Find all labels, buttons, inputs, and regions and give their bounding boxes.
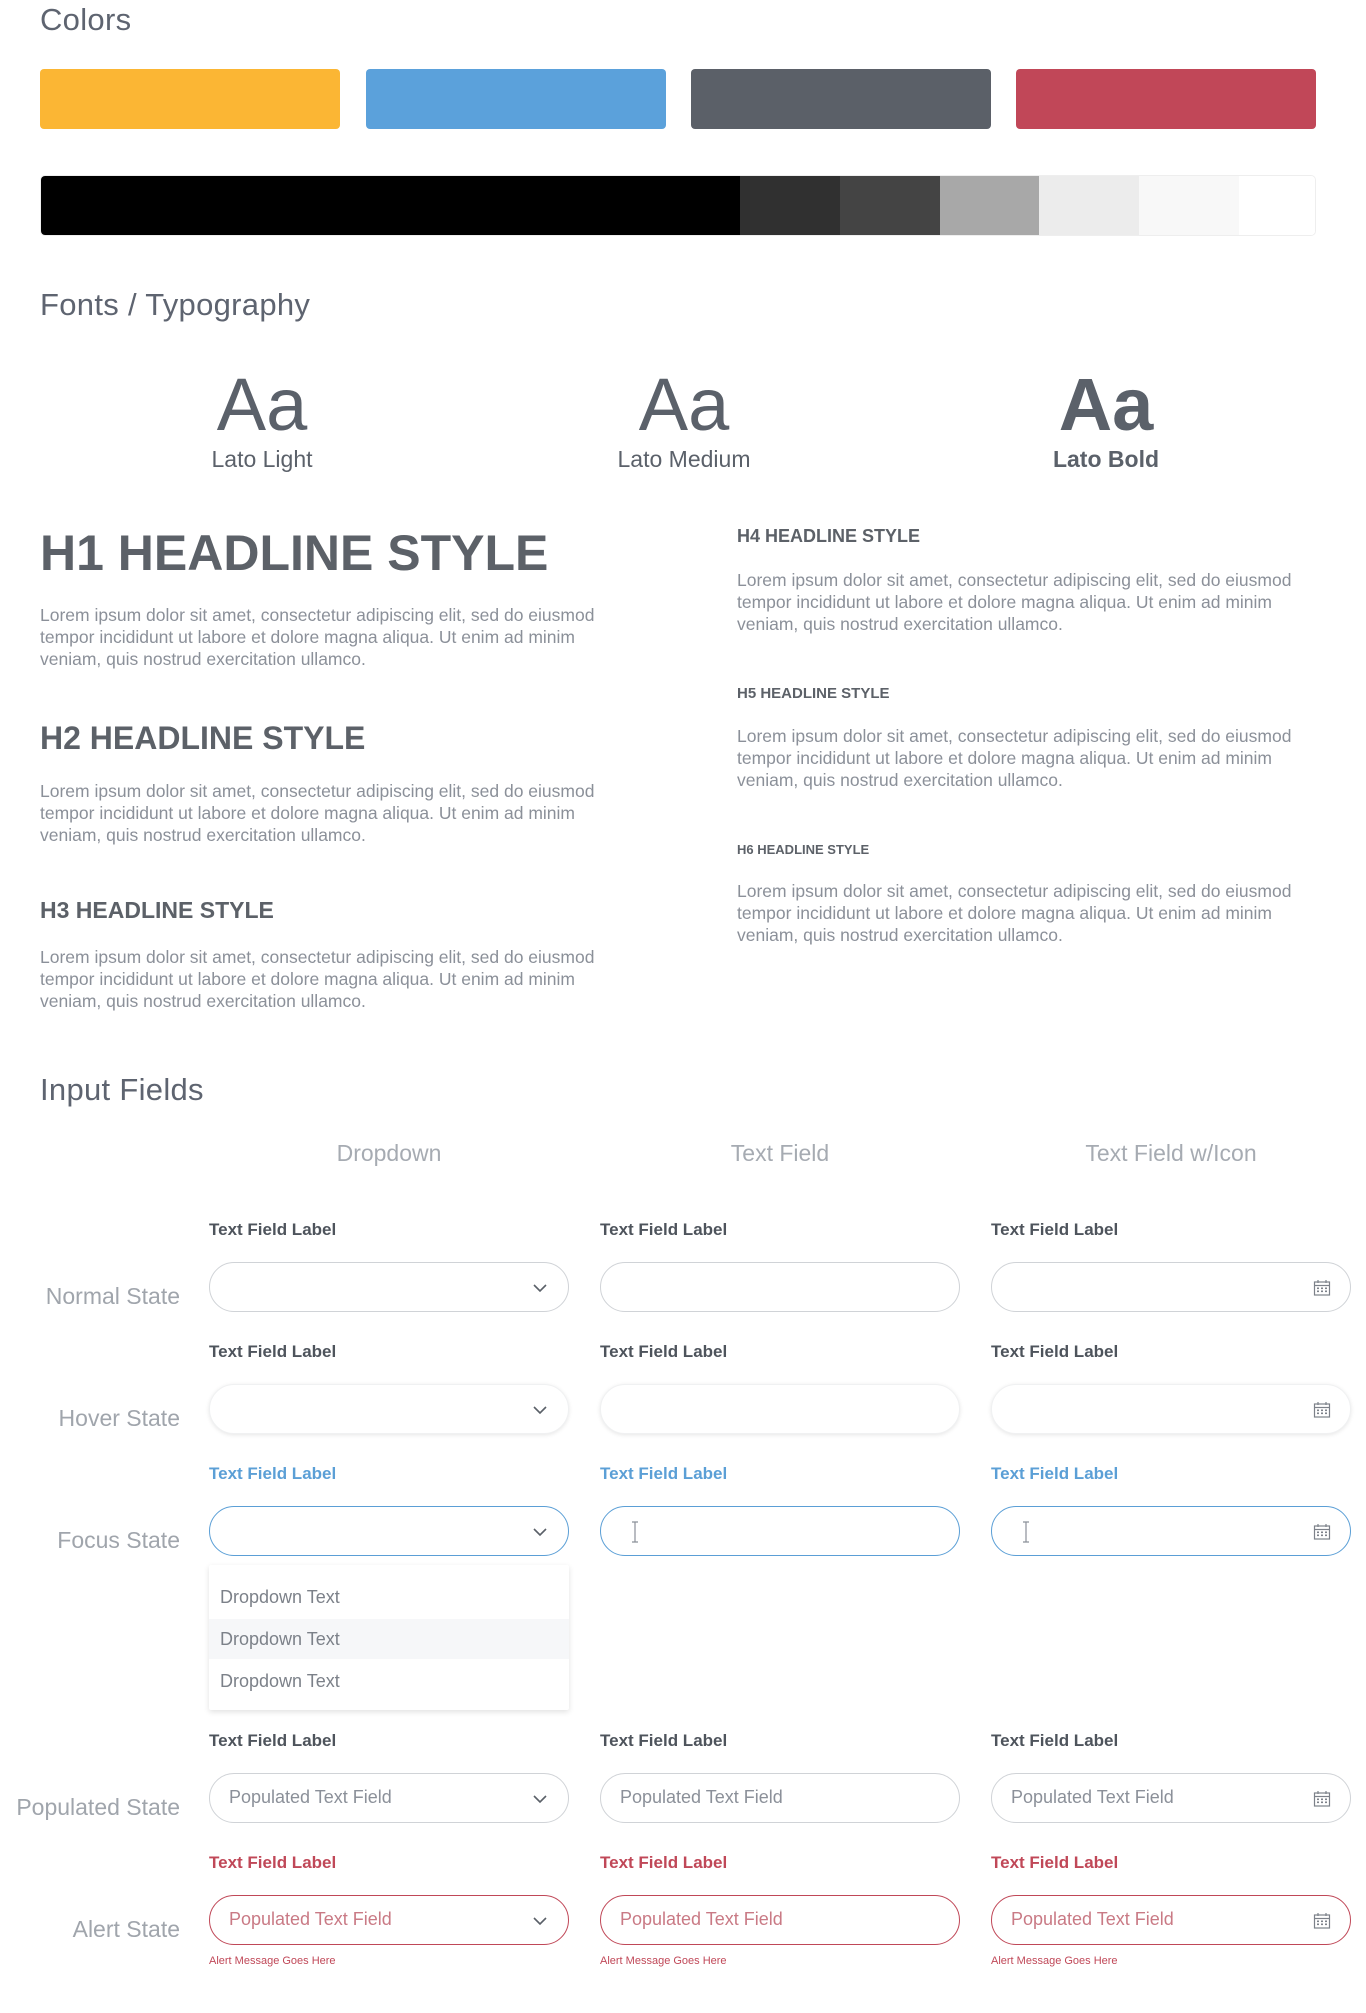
chevron-down-icon: [530, 1789, 550, 1809]
normal-dropdown[interactable]: [209, 1262, 569, 1312]
normal-icon-field-label: Text Field Label: [991, 1220, 1119, 1239]
calendar-icon[interactable]: [1312, 1522, 1332, 1542]
h6-body-text: Lorem ipsum dolor sit amet, consectetur adipiscing elit, sed do eiusmod tempor incididunt ut labore et dolore magna aliqua. Ut enim ad minim veniam, quis nostrud exercitation ullamco.: [737, 881, 1292, 945]
calendar-icon[interactable]: [1312, 1400, 1332, 1420]
state-label-hover: Hover State: [58, 1405, 180, 1431]
hover-icon-field-label: Text Field Label: [991, 1342, 1119, 1361]
focus-dropdown[interactable]: [209, 1506, 569, 1556]
text-cursor-icon: [1020, 1520, 1032, 1544]
alert-text-field-message: Alert Message Goes Here: [600, 1955, 727, 1967]
column-header-text-field: Text Field: [730, 1140, 830, 1166]
color-swatch-blue: [366, 69, 666, 129]
h2-headline: H2 HEADLINE STYLE: [40, 720, 366, 756]
populated-dropdown-value: Populated Text Field: [229, 1787, 392, 1807]
gray-swatch-1: [41, 176, 740, 235]
dropdown-option[interactable]: Dropdown Text: [220, 1587, 340, 1607]
populated-text-field-label: Text Field Label: [600, 1731, 728, 1750]
hover-dropdown-label: Text Field Label: [209, 1342, 337, 1361]
column-header-text-field-icon: Text Field w/Icon: [1085, 1140, 1257, 1166]
normal-text-field[interactable]: [600, 1262, 960, 1312]
normal-icon-text-field[interactable]: [991, 1262, 1351, 1312]
h2-body-text: Lorem ipsum dolor sit amet, consectetur adipiscing elit, sed do eiusmod tempor incididunt ut labore et dolore magna aliqua. Ut enim ad minim veniam, quis nostrud exercitation ullamco.: [40, 781, 595, 845]
calendar-icon[interactable]: [1312, 1789, 1332, 1809]
h6-headline: H6 HEADLINE STYLE: [737, 842, 870, 857]
populated-text-field-value: Populated Text Field: [620, 1787, 783, 1807]
h3-headline: H3 HEADLINE STYLE: [40, 897, 274, 923]
h5-body-text: Lorem ipsum dolor sit amet, consectetur adipiscing elit, sed do eiusmod tempor incididunt ut labore et dolore magna aliqua. Ut enim ad minim veniam, quis nostrud exercitation ullamco.: [737, 726, 1292, 790]
h3-body-text: Lorem ipsum dolor sit amet, consectetur adipiscing elit, sed do eiusmod tempor incididunt ut labore et dolore magna aliqua. Ut enim ad minim veniam, quis nostrud exercitation ullamco.: [40, 947, 595, 1011]
font-sample-bold-glyph: Aa: [1058, 363, 1154, 446]
dropdown-option[interactable]: Dropdown Text: [220, 1671, 340, 1691]
hover-text-field-label: Text Field Label: [600, 1342, 728, 1361]
grayscale-bar: [40, 175, 1316, 236]
focus-icon-field-label: Text Field Label: [991, 1464, 1119, 1483]
colors-section-title: Colors: [40, 2, 132, 37]
alert-dropdown-message: Alert Message Goes Here: [209, 1955, 336, 1967]
focus-text-field-label: Text Field Label: [600, 1464, 728, 1483]
typography-section-title: Fonts / Typography: [40, 287, 311, 322]
color-swatch-red: [1016, 69, 1316, 129]
font-sample-light-name: Lato Light: [211, 446, 313, 472]
populated-dropdown-label: Text Field Label: [209, 1731, 337, 1750]
gray-swatch-4: [940, 176, 1040, 235]
dropdown-menu: [209, 1565, 569, 1710]
calendar-icon[interactable]: [1312, 1911, 1332, 1931]
dropdown-option-highlighted[interactable]: Dropdown Text: [209, 1619, 569, 1659]
font-sample-medium-glyph: Aa: [638, 363, 730, 446]
h5-headline: H5 HEADLINE STYLE: [737, 685, 890, 702]
font-sample-medium-name: Lato Medium: [617, 446, 751, 472]
gray-swatch-5: [1039, 176, 1139, 235]
gray-swatch-7: [1239, 176, 1315, 235]
font-sample-bold-name: Lato Bold: [1052, 446, 1160, 472]
state-label-alert: Alert State: [72, 1916, 180, 1942]
alert-icon-field-message: Alert Message Goes Here: [991, 1955, 1118, 1967]
populated-text-field[interactable]: [600, 1773, 960, 1823]
alert-icon-field-label: Text Field Label: [991, 1853, 1119, 1872]
focus-text-field[interactable]: [600, 1506, 960, 1556]
alert-icon-text-field[interactable]: [991, 1895, 1351, 1945]
column-header-dropdown: Dropdown: [336, 1140, 442, 1166]
alert-dropdown-label: Text Field Label: [209, 1853, 337, 1872]
populated-icon-text-field[interactable]: [991, 1773, 1351, 1823]
chevron-down-icon: [530, 1911, 550, 1931]
calendar-icon[interactable]: [1312, 1278, 1332, 1298]
populated-icon-text-field-value: Populated Text Field: [1011, 1787, 1174, 1807]
normal-dropdown-label: Text Field Label: [209, 1220, 337, 1239]
chevron-down-icon: [530, 1400, 550, 1420]
normal-text-field-label: Text Field Label: [600, 1220, 728, 1239]
h1-headline: H1 HEADLINE STYLE: [40, 525, 549, 581]
focus-icon-text-field[interactable]: [991, 1506, 1351, 1556]
h4-body-text: Lorem ipsum dolor sit amet, consectetur adipiscing elit, sed do eiusmod tempor incididunt ut labore et dolore magna aliqua. Ut enim ad minim veniam, quis nostrud exercitation ullamco.: [737, 570, 1292, 634]
text-cursor-icon: [629, 1520, 641, 1544]
state-label-populated: Populated State: [16, 1794, 180, 1820]
populated-dropdown[interactable]: [209, 1773, 569, 1823]
state-label-normal: Normal State: [45, 1283, 180, 1309]
input-fields-section-title: Input Fields: [40, 1072, 204, 1107]
focus-dropdown-label: Text Field Label: [209, 1464, 337, 1483]
chevron-down-icon: [530, 1522, 550, 1542]
alert-dropdown[interactable]: [209, 1895, 569, 1945]
h1-body-text: Lorem ipsum dolor sit amet, consectetur adipiscing elit, sed do eiusmod tempor incididunt ut labore et dolore magna aliqua. Ut enim ad minim veniam, quis nostrud exercitation ullamco.: [40, 605, 595, 669]
chevron-down-icon: [530, 1278, 550, 1298]
hover-text-field[interactable]: [600, 1384, 960, 1434]
alert-text-field-value: Populated Text Field: [620, 1909, 783, 1929]
alert-text-field[interactable]: [600, 1895, 960, 1945]
gray-swatch-2: [740, 176, 840, 235]
gray-swatch-6: [1139, 176, 1239, 235]
state-label-focus: Focus State: [57, 1527, 180, 1553]
alert-text-field-label: Text Field Label: [600, 1853, 728, 1872]
font-sample-light-glyph: Aa: [216, 363, 308, 446]
color-swatch-yellow: [40, 69, 340, 129]
hover-dropdown[interactable]: [209, 1384, 569, 1434]
alert-dropdown-value: Populated Text Field: [229, 1909, 392, 1929]
populated-icon-field-label: Text Field Label: [991, 1731, 1119, 1750]
color-swatch-gray: [691, 69, 991, 129]
hover-icon-text-field[interactable]: [991, 1384, 1351, 1434]
alert-icon-text-field-value: Populated Text Field: [1011, 1909, 1174, 1929]
gray-swatch-3: [840, 176, 940, 235]
h4-headline: H4 HEADLINE STYLE: [737, 526, 921, 546]
